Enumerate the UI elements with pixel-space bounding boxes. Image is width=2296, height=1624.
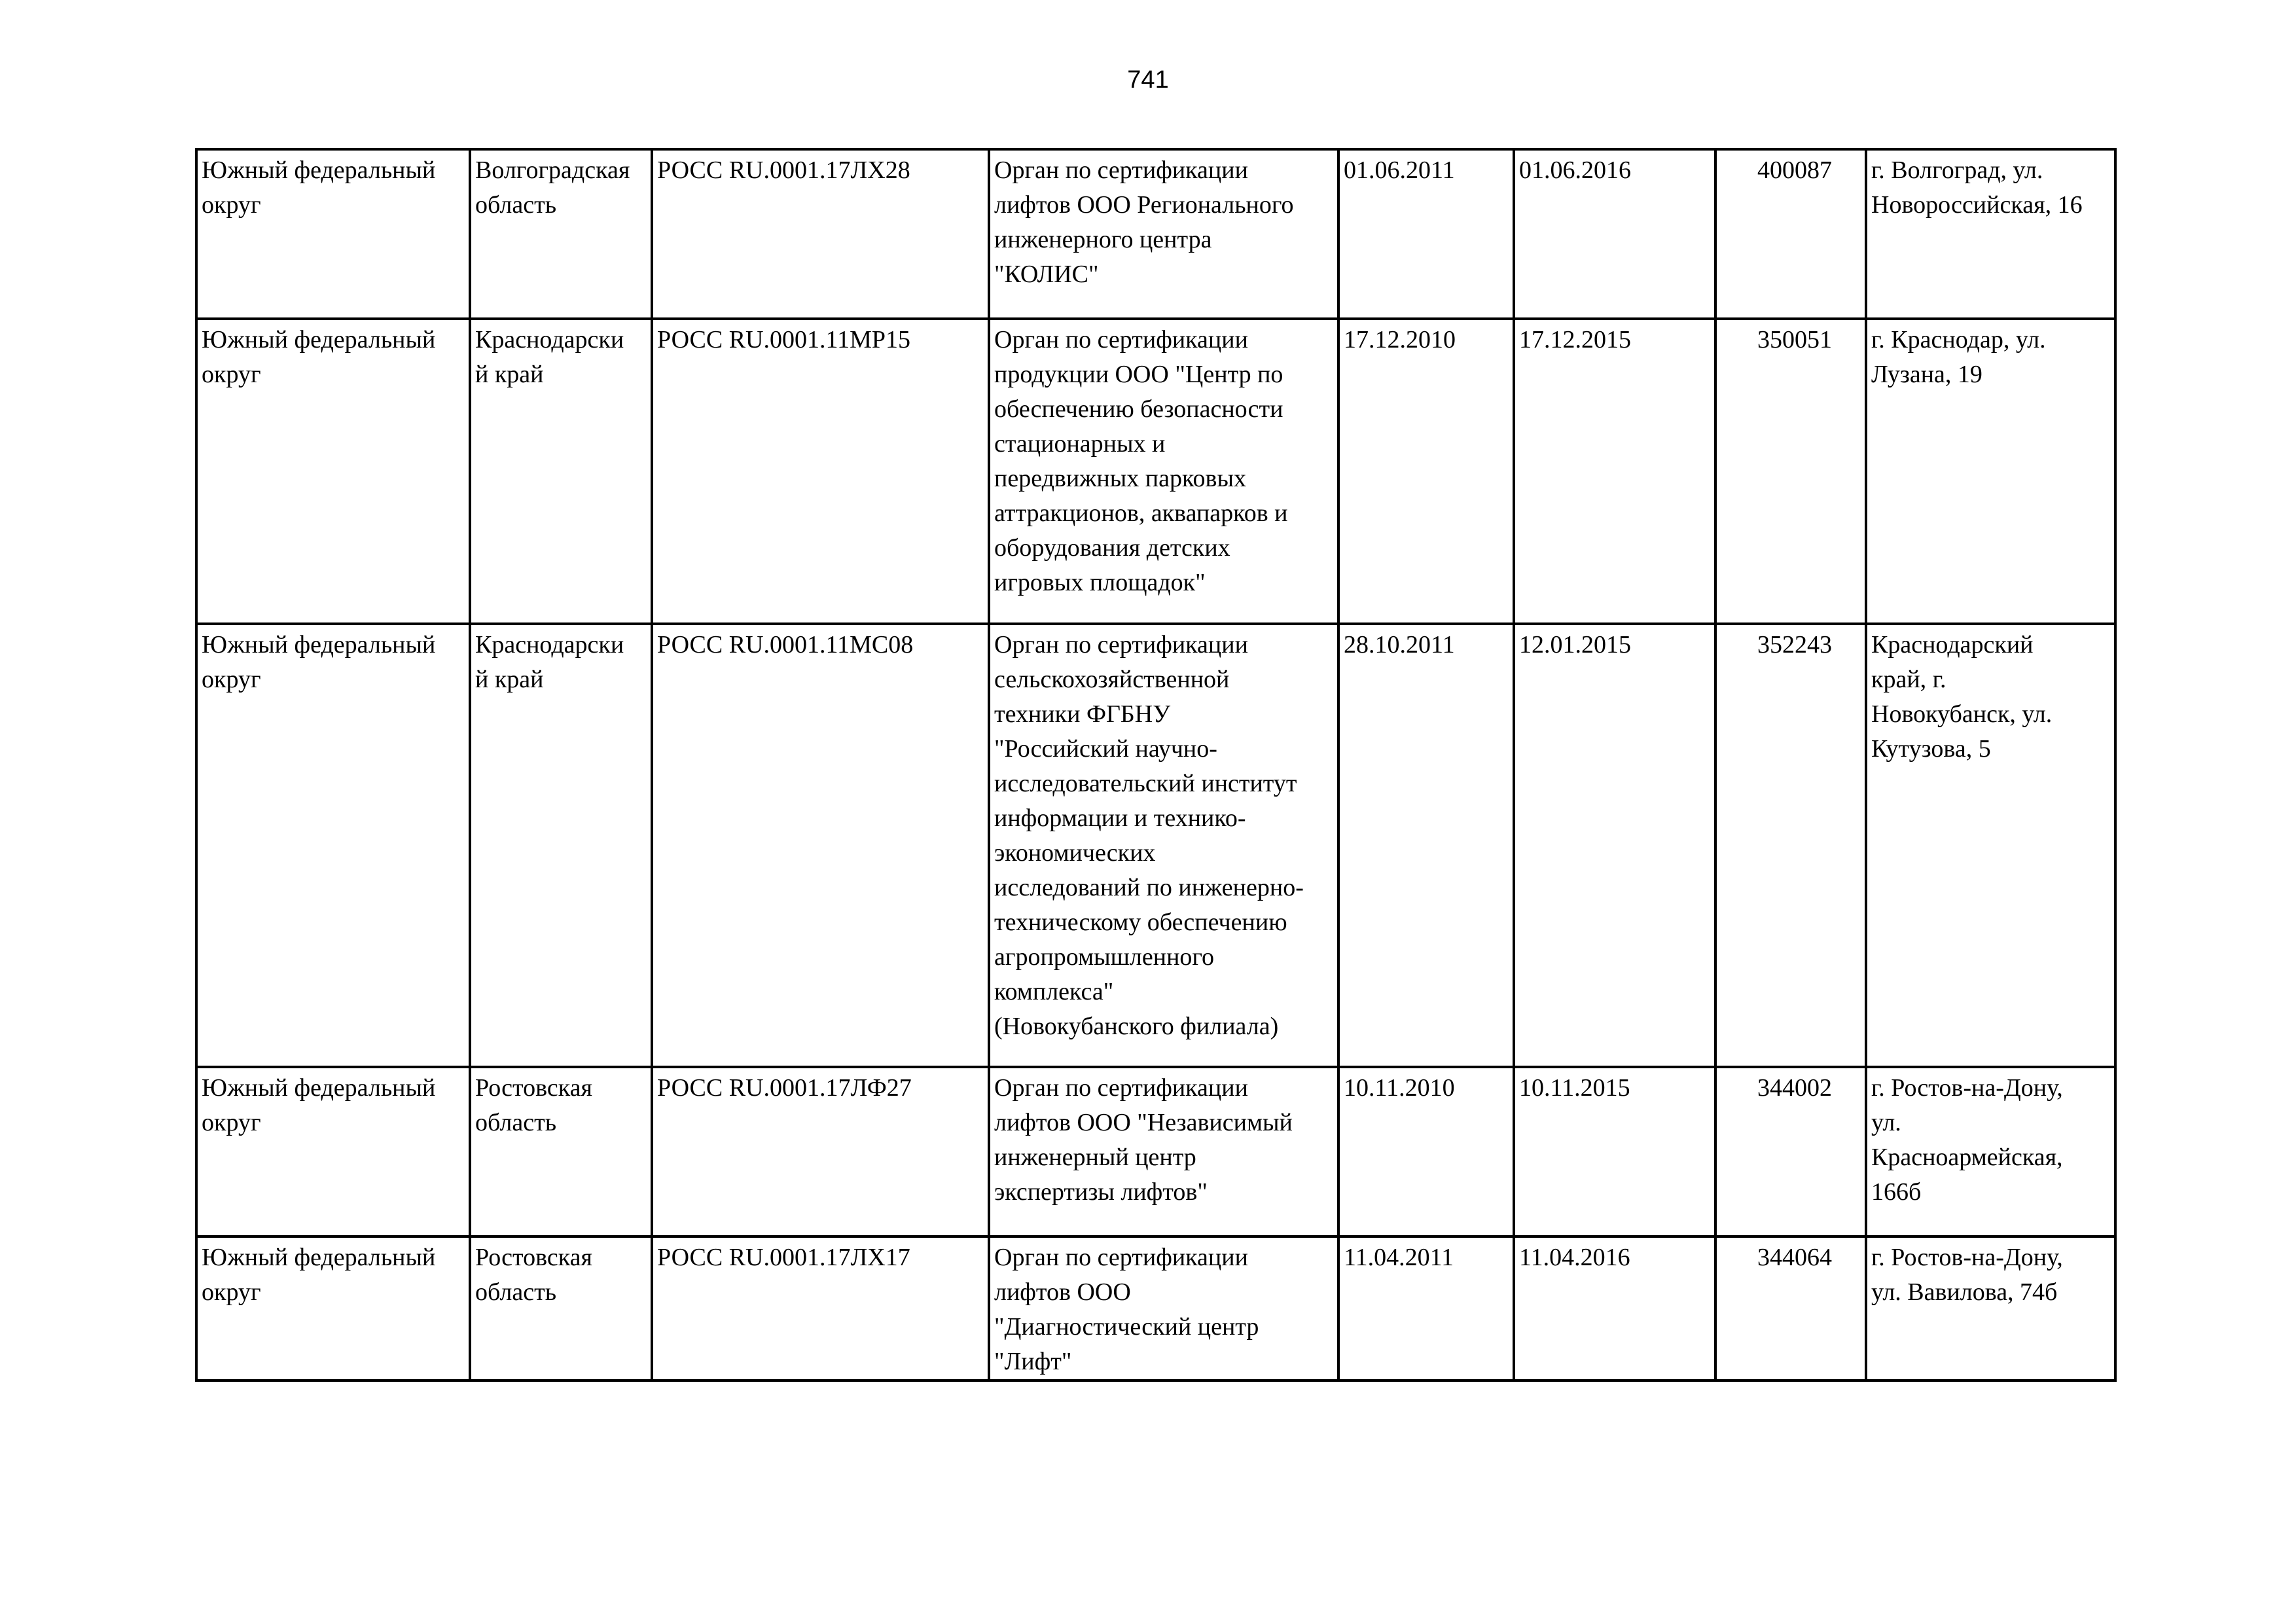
date-from-cell: 10.11.2010 [1338, 1067, 1514, 1236]
address-cell: Краснодарский край, г. Новокубанск, ул. Кутузова, 5 [1866, 624, 2115, 1067]
region-cell: Краснодарски й край [470, 624, 652, 1067]
date-to-cell: 10.11.2015 [1514, 1067, 1715, 1236]
address-cell: г. Ростов-на-Дону, ул. Вавилова, 74б [1866, 1236, 2115, 1380]
organization-cell: Орган по сертификации лифтов ООО Регионального инженерного центра "КОЛИС" [989, 149, 1338, 319]
district-cell: Южный федеральный округ [196, 1067, 470, 1236]
postcode-cell: 344002 [1715, 1067, 1866, 1236]
organization-cell: Орган по сертификации лифтов ООО "Диагностический центр "Лифт" [989, 1236, 1338, 1380]
date-to-cell: 17.12.2015 [1514, 319, 1715, 624]
table-row [196, 1236, 2115, 1380]
district-cell: Южный федеральный округ [196, 1236, 470, 1380]
certificate-number-cell: РОСС RU.0001.17ЛФ27 [652, 1067, 989, 1236]
date-from-cell: 17.12.2010 [1338, 319, 1514, 624]
table-row [196, 149, 2115, 319]
table-row [196, 319, 2115, 624]
region-cell: Волгоградская область [470, 149, 652, 319]
postcode-cell: 352243 [1715, 624, 1866, 1067]
postcode-cell: 344064 [1715, 1236, 1866, 1380]
postcode-cell: 400087 [1715, 149, 1866, 319]
region-cell: Ростовская область [470, 1067, 652, 1236]
region-cell: Ростовская область [470, 1236, 652, 1380]
date-from-cell: 01.06.2011 [1338, 149, 1514, 319]
district-cell: Южный федеральный округ [196, 624, 470, 1067]
date-to-cell: 01.06.2016 [1514, 149, 1715, 319]
region-cell: Краснодарски й край [470, 319, 652, 624]
address-cell: г. Волгоград, ул. Новороссийская, 16 [1866, 149, 2115, 319]
date-to-cell: 12.01.2015 [1514, 624, 1715, 1067]
postcode-cell: 350051 [1715, 319, 1866, 624]
certificate-number-cell: РОСС RU.0001.17ЛХ17 [652, 1236, 989, 1380]
certificate-number-cell: РОСС RU.0001.17ЛХ28 [652, 149, 989, 319]
certificate-number-cell: РОСС RU.0001.11МС08 [652, 624, 989, 1067]
table-row [196, 1067, 2115, 1236]
certificate-number-cell: РОСС RU.0001.11МР15 [652, 319, 989, 624]
organization-cell: Орган по сертификации сельскохозяйственной техники ФГБНУ "Российский научно- исследовательский институт информации и технико- экономических исследований по инженерно- техническому обеспечению агропромышленного комплекса" (Новокубанского филиала) [989, 624, 1338, 1067]
date-from-cell: 11.04.2011 [1338, 1236, 1514, 1380]
page-number: 741 [1127, 66, 1169, 94]
district-cell: Южный федеральный округ [196, 149, 470, 319]
date-to-cell: 11.04.2016 [1514, 1236, 1715, 1380]
organization-cell: Орган по сертификации продукции ООО "Центр по обеспечению безопасности стационарных и передвижных парковых аттракционов, аквапарков и оборудования детских игровых площадок" [989, 319, 1338, 624]
address-cell: г. Краснодар, ул. Лузана, 19 [1866, 319, 2115, 624]
district-cell: Южный федеральный округ [196, 319, 470, 624]
table-row [196, 624, 2115, 1067]
date-from-cell: 28.10.2011 [1338, 624, 1514, 1067]
certification-bodies-table [195, 148, 2117, 1382]
address-cell: г. Ростов-на-Дону, ул. Красноармейская, 166б [1866, 1067, 2115, 1236]
organization-cell: Орган по сертификации лифтов ООО "Независимый инженерный центр экспертизы лифтов" [989, 1067, 1338, 1236]
